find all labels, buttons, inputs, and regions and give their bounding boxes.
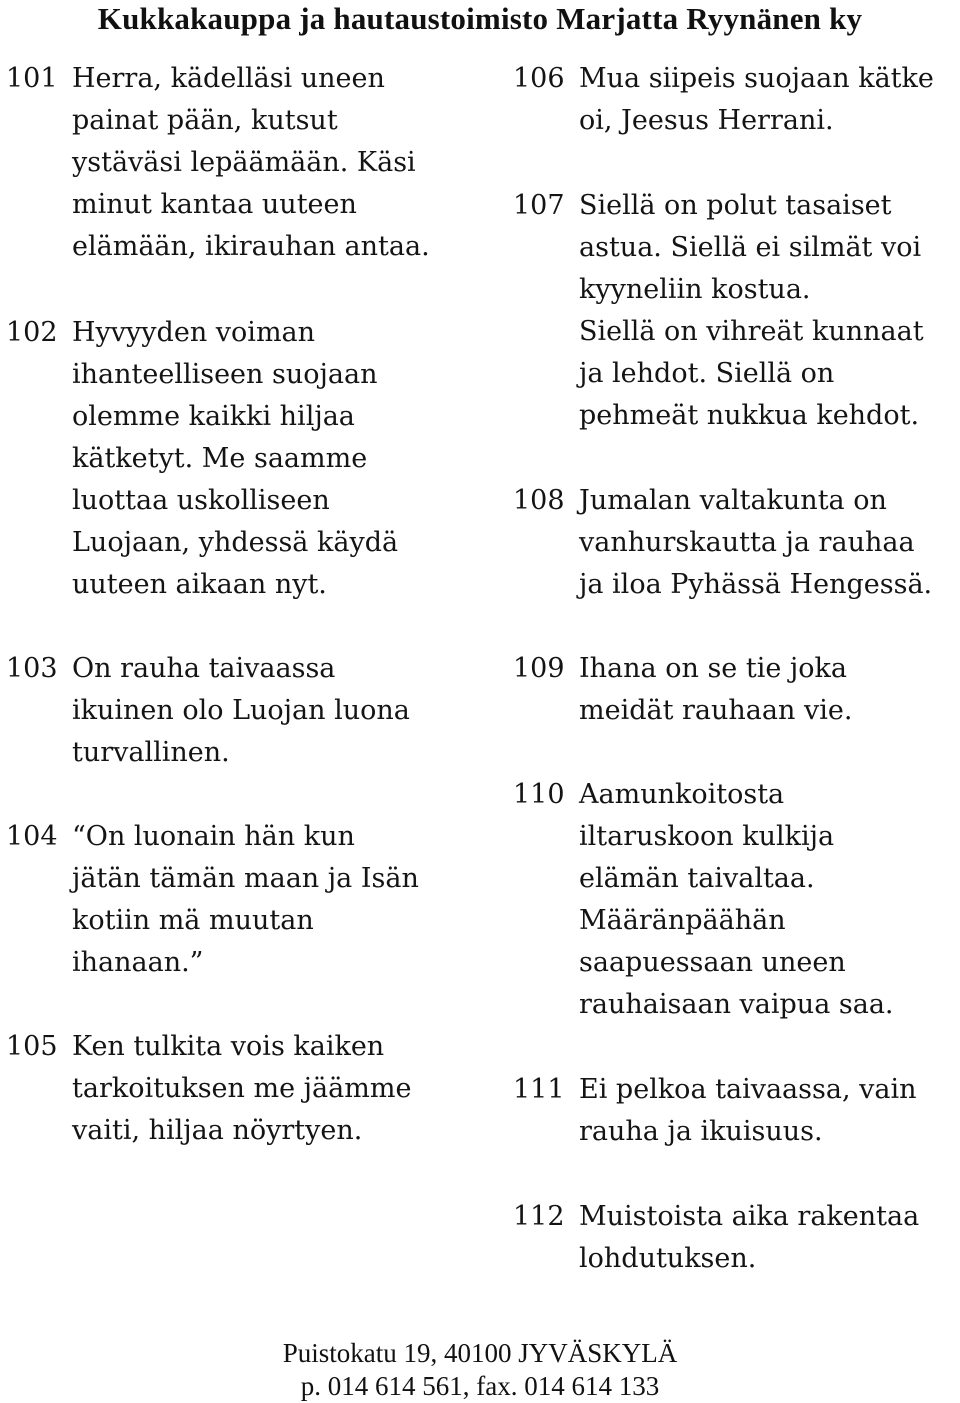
verse-number: 103	[6, 653, 58, 684]
verse-number: 109	[513, 653, 565, 684]
footer-address: Puistokatu 19, 40100 JYVÄSKYLÄ	[282, 1338, 678, 1368]
verse-text: Hyvyyden voiman ihanteelliseen suojaan olemme kaikki hiljaa kätketyt. Me saamme luottaa uskolliseen Luojaan, yhdessä käydä uuteen aikaan nyt.	[72, 317, 399, 600]
verse-text: Ei pelkoa taivaassa, vain rauha ja ikuisuus.	[579, 1074, 917, 1147]
verse-text: Jumalan valtakunta on vanhurskautta ja rauhaa ja iloa Pyhässä Hengessä.	[579, 485, 933, 600]
verse-number: 112	[513, 1201, 565, 1232]
footer-phone: p. 014 614 561, fax. 014 614 133	[300, 1371, 660, 1401]
verse-text: Siellä on polut tasaiset astua. Siellä ei silmät voi kyyneliin kostua. Siellä on vihreät kunnaat ja lehdot. Siellä on pehmeät nukkua kehdot.	[579, 190, 924, 431]
verse-number: 108	[513, 485, 565, 516]
verse-text: Muistoista aika rakentaa lohdutuksen.	[579, 1201, 920, 1274]
verse-number: 107	[513, 190, 565, 221]
verse-number: 111	[513, 1074, 565, 1105]
verse-number: 105	[6, 1031, 58, 1062]
verse-number: 106	[513, 63, 565, 94]
verse-number: 101	[6, 63, 58, 94]
verse-text: Ihana on se tie joka meidät rauhaan vie.	[579, 653, 853, 726]
page-title: Kukkakauppa ja hautaustoimisto Marjatta Ryynänen ky	[97, 1, 863, 36]
verse-text: “On luonain hän kun jätän tämän maan ja Isän kotiin mä muutan ihanaan.”	[72, 821, 419, 978]
verse-number: 110	[513, 779, 565, 810]
verse-text: On rauha taivaassa ikuinen olo Luojan luona turvallinen.	[72, 653, 410, 768]
verse-text: Ken tulkita vois kaiken tarkoituksen me jäämme vaiti, hiljaa nöyrtyen.	[72, 1031, 412, 1146]
verse-number: 102	[6, 317, 58, 348]
verse-text: Aamunkoitosta iltaruskoon kulkija elämän taivaltaa. Määränpäähän saapuessaan uneen rauhaisaan vaipua saa.	[579, 779, 894, 1020]
verse-number: 104	[6, 821, 58, 852]
verse-text: Mua siipeis suojaan kätke oi, Jeesus Herrani.	[579, 63, 934, 136]
verse-text: Herra, kädelläsi uneen painat pään, kutsut ystäväsi lepäämään. Käsi minut kantaa uuteen elämään, ikirauhan antaa.	[72, 63, 430, 262]
